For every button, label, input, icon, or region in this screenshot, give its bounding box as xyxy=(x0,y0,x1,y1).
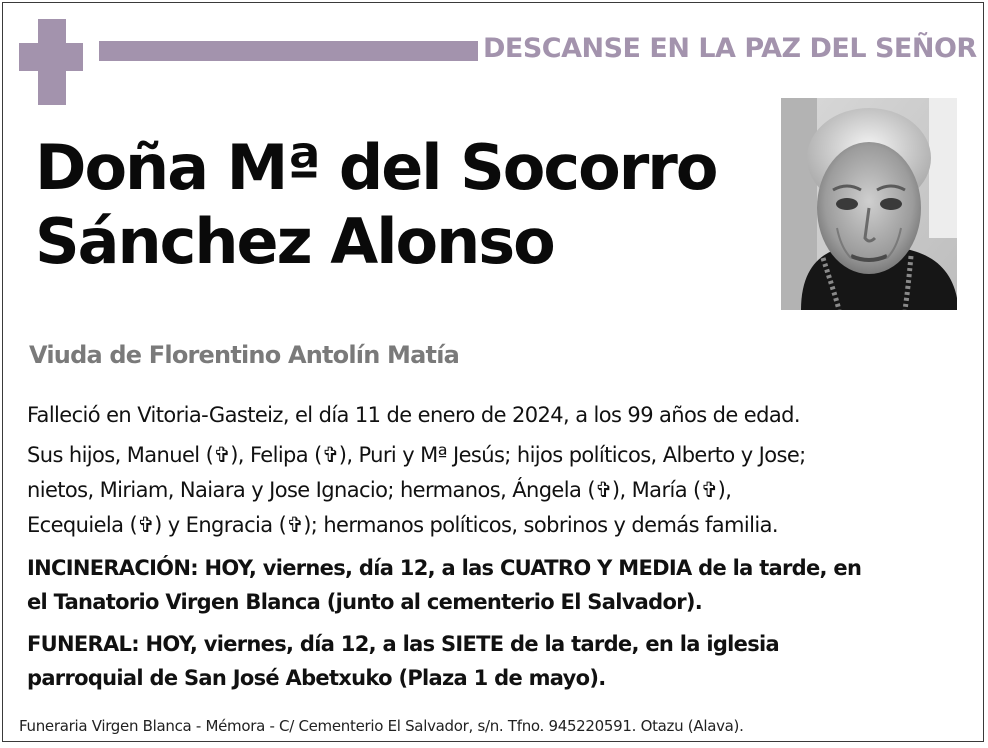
deceased-name xyxy=(35,131,755,279)
funeral-line-2: parroquial de San José Abetxuko (Plaza 1 de mayo). xyxy=(27,666,606,690)
funeral-line-1: FUNERAL: HOY, viernes, día 12, a las SIETE de la tarde, en la iglesia xyxy=(27,632,779,656)
cross-horizontal-bar xyxy=(19,43,83,71)
family-line-3: Ecequiela (✞) y Engracia (✞); hermanos políticos, sobrinos y demás familia. xyxy=(27,513,778,537)
portrait-photo xyxy=(781,98,957,310)
name-line-2: Sánchez Alonso xyxy=(35,205,554,278)
obituary-notice xyxy=(2,2,984,742)
portrait-illustration xyxy=(781,98,957,310)
death-statement: Falleció en Vitoria-Gasteiz, el día 11 de enero de 2024, a los 99 años de edad. xyxy=(27,403,800,427)
family-line-2: nietos, Miriam, Naiara y Jose Ignacio; hermanos, Ángela (✞), María (✞), xyxy=(27,478,732,502)
family-list xyxy=(27,438,967,543)
incineration-notice xyxy=(27,551,967,619)
name-line-1: Doña Mª del Socorro xyxy=(35,131,717,204)
funeral-home-footer: Funeraria Virgen Blanca - Mémora - C/ Cementerio El Salvador, s/n. Tfno. 945220591. Otazu (Alava). xyxy=(19,717,744,735)
header-title: DESCANSE EN LA PAZ DEL SEÑOR xyxy=(483,33,977,64)
deceased-subtitle: Viuda de Florentino Antolín Matía xyxy=(29,341,460,369)
family-line-1: Sus hijos, Manuel (✞), Felipa (✞), Puri y Mª Jesús; hijos políticos, Alberto y Jose; xyxy=(27,443,806,467)
funeral-notice xyxy=(27,627,967,695)
incineration-line-1: INCINERACIÓN: HOY, viernes, día 12, a las CUATRO Y MEDIA de la tarde, en xyxy=(27,556,862,580)
incineration-line-2: el Tanatorio Virgen Blanca (junto al cementerio El Salvador). xyxy=(27,590,703,614)
header-rule xyxy=(99,41,478,61)
